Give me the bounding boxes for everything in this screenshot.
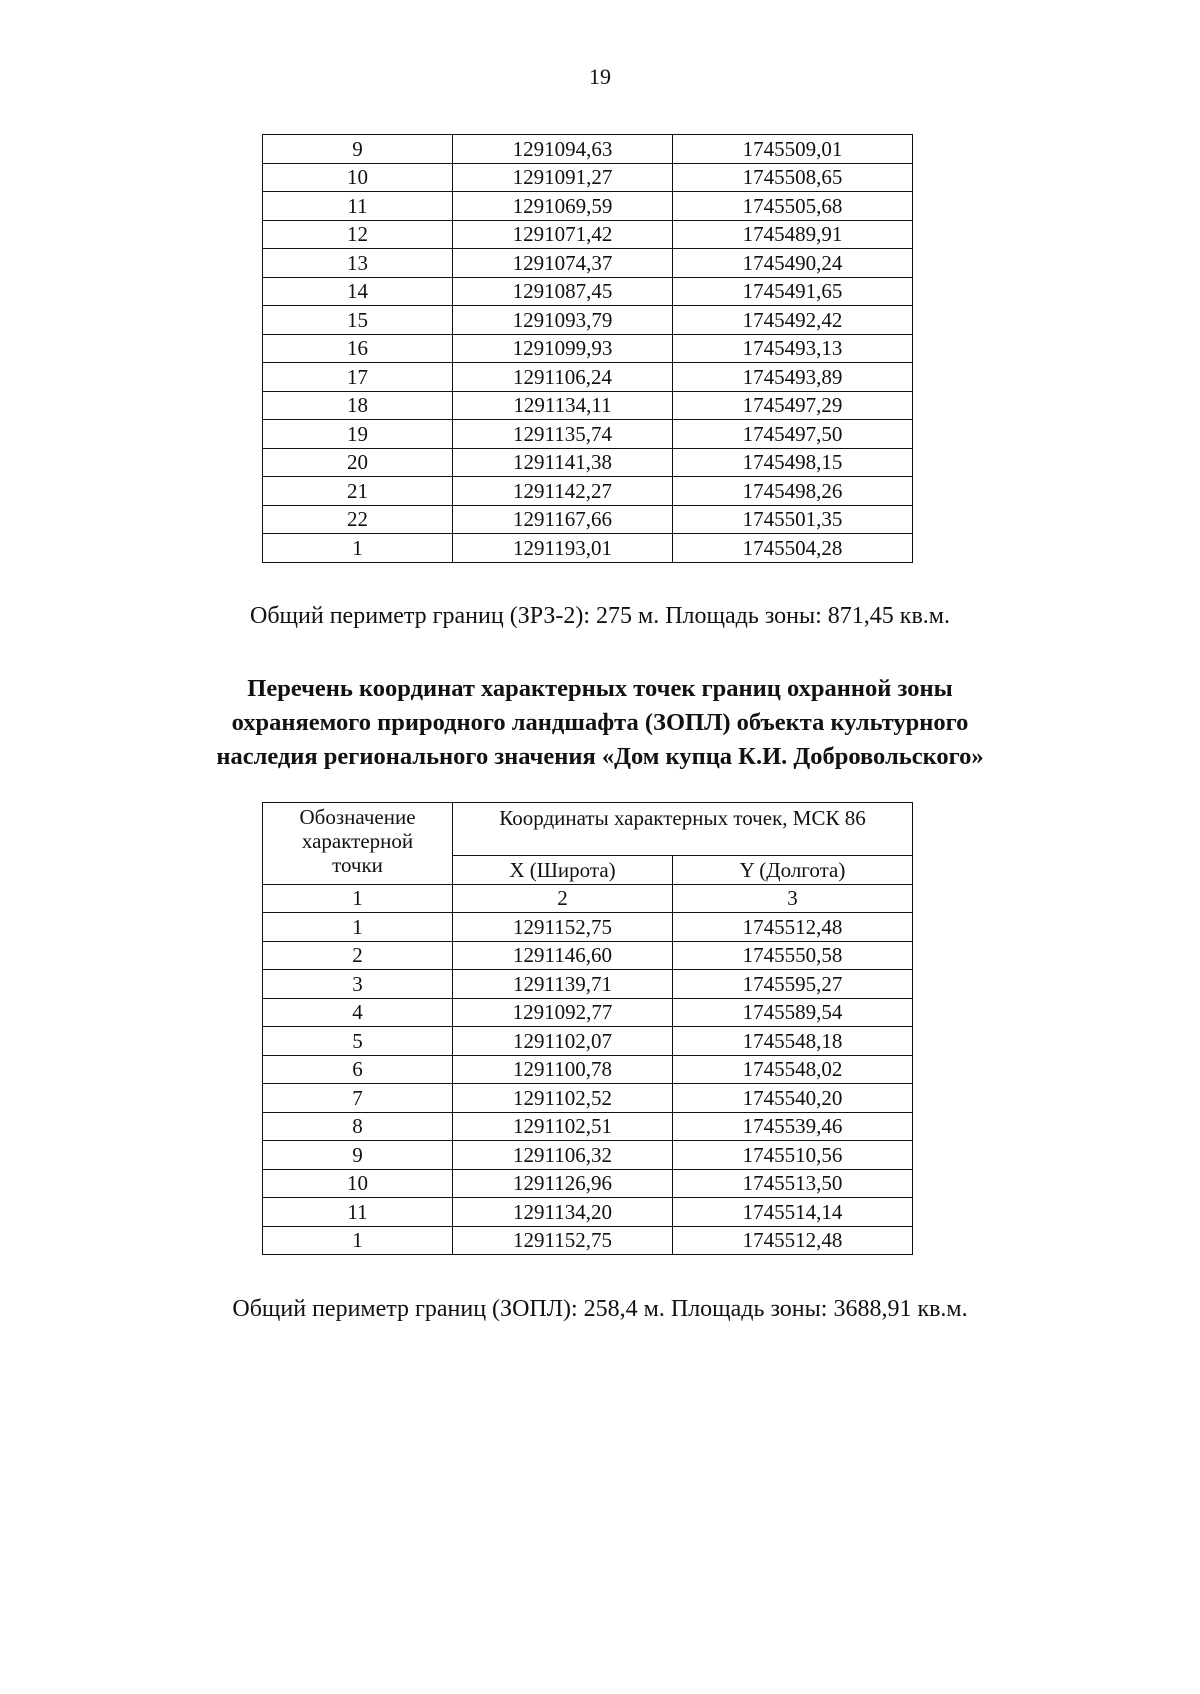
cell-y: 1745508,65: [673, 163, 913, 192]
cell-x: 1291139,71: [453, 970, 673, 999]
cell-point: 19: [263, 420, 453, 449]
header-text: Обозначение: [299, 805, 416, 829]
cell-point: 10: [263, 163, 453, 192]
cell-point: 2: [263, 941, 453, 970]
cell-y: 1745493,89: [673, 363, 913, 392]
column-number: 1: [263, 884, 453, 913]
table-row: [263, 1055, 913, 1084]
cell-x: 1291193,01: [453, 534, 673, 563]
table-row: [263, 192, 913, 221]
cell-y: 1745504,28: [673, 534, 913, 563]
table-row: [263, 1169, 913, 1198]
cell-y: 1745510,56: [673, 1141, 913, 1170]
table-row: [263, 334, 913, 363]
cell-x: 1291094,63: [453, 135, 673, 164]
cell-point: 17: [263, 363, 453, 392]
cell-x: 1291167,66: [453, 505, 673, 534]
cell-y: 1745540,20: [673, 1084, 913, 1113]
table-row: [263, 913, 913, 942]
cell-x: 1291102,52: [453, 1084, 673, 1113]
cell-point: 9: [263, 1141, 453, 1170]
table-row: [263, 1027, 913, 1056]
table-header-row: [263, 803, 913, 856]
header-text: характерной: [301, 829, 414, 853]
table-row: [263, 505, 913, 534]
cell-point: 4: [263, 998, 453, 1027]
cell-point: 20: [263, 448, 453, 477]
cell-point: 7: [263, 1084, 453, 1113]
table-row: [263, 163, 913, 192]
cell-y: 1745512,48: [673, 913, 913, 942]
cell-x: 1291135,74: [453, 420, 673, 449]
cell-point: 1: [263, 534, 453, 563]
table-row: [263, 277, 913, 306]
cell-point: 10: [263, 1169, 453, 1198]
heading-line: Перечень координат характерных точек границ охранной зоны: [247, 675, 953, 702]
cell-y: 1745497,50: [673, 420, 913, 449]
coordinates-table-zopl: [262, 802, 913, 1255]
header-x: X (Широта): [453, 856, 673, 885]
cell-point: 18: [263, 391, 453, 420]
cell-y: 1745512,48: [673, 1226, 913, 1255]
cell-point: 1: [263, 1226, 453, 1255]
cell-y: 1745501,35: [673, 505, 913, 534]
cell-point: 5: [263, 1027, 453, 1056]
cell-point: 8: [263, 1112, 453, 1141]
table-row: [263, 1112, 913, 1141]
cell-y: 1745595,27: [673, 970, 913, 999]
cell-y: 1745589,54: [673, 998, 913, 1027]
header-point-designation: [263, 803, 453, 885]
cell-point: 11: [263, 1198, 453, 1227]
cell-point: 3: [263, 970, 453, 999]
cell-point: 22: [263, 505, 453, 534]
table-row: [263, 1084, 913, 1113]
cell-point: 14: [263, 277, 453, 306]
cell-y: 1745548,18: [673, 1027, 913, 1056]
cell-x: 1291102,07: [453, 1027, 673, 1056]
cell-point: 12: [263, 220, 453, 249]
table-row: [263, 249, 913, 278]
heading-line: наследия регионального значения «Дом купца К.И. Добровольского»: [216, 743, 984, 770]
cell-point: 9: [263, 135, 453, 164]
cell-x: 1291071,42: [453, 220, 673, 249]
table-row: [263, 1198, 913, 1227]
cell-y: 1745514,14: [673, 1198, 913, 1227]
cell-x: 1291087,45: [453, 277, 673, 306]
table-row: [263, 998, 913, 1027]
table-row: [263, 363, 913, 392]
cell-y: 1745493,13: [673, 334, 913, 363]
table-row: [263, 1226, 913, 1255]
table-row: [263, 970, 913, 999]
cell-x: 1291141,38: [453, 448, 673, 477]
cell-y: 1745509,01: [673, 135, 913, 164]
header-y: Y (Долгота): [673, 856, 913, 885]
table-row: [263, 220, 913, 249]
cell-point: 13: [263, 249, 453, 278]
table-row: [263, 1141, 913, 1170]
header-text: точки: [332, 853, 383, 877]
table-row: [263, 448, 913, 477]
cell-y: 1745491,65: [673, 277, 913, 306]
cell-x: 1291126,96: [453, 1169, 673, 1198]
cell-y: 1745513,50: [673, 1169, 913, 1198]
cell-x: 1291142,27: [453, 477, 673, 506]
cell-x: 1291074,37: [453, 249, 673, 278]
column-number-row: [263, 884, 913, 913]
cell-point: 21: [263, 477, 453, 506]
table-body: [263, 913, 913, 1255]
table-row: [263, 534, 913, 563]
cell-y: 1745490,24: [673, 249, 913, 278]
cell-x: 1291102,51: [453, 1112, 673, 1141]
heading-line: охраняемого природного ландшафта (ЗОПЛ) объекта культурного: [231, 709, 969, 736]
cell-x: 1291134,11: [453, 391, 673, 420]
cell-y: 1745498,26: [673, 477, 913, 506]
cell-x: 1291099,93: [453, 334, 673, 363]
cell-x: 1291152,75: [453, 913, 673, 942]
header-coordinates: Координаты характерных точек, МСК 86: [453, 803, 913, 856]
cell-x: 1291134,20: [453, 1198, 673, 1227]
table-row: [263, 135, 913, 164]
column-number: 2: [453, 884, 673, 913]
cell-y: 1745539,46: [673, 1112, 913, 1141]
perimeter-summary-zrz2: Общий периметр границ (ЗРЗ-2): 275 м. Площадь зоны: 871,45 кв.м.: [250, 603, 950, 629]
table-row: [263, 391, 913, 420]
column-number: 3: [673, 884, 913, 913]
cell-point: 15: [263, 306, 453, 335]
cell-x: 1291069,59: [453, 192, 673, 221]
perimeter-summary-zopl: Общий периметр границ (ЗОПЛ): 258,4 м. Площадь зоны: 3688,91 кв.м.: [232, 1296, 968, 1322]
cell-x: 1291100,78: [453, 1055, 673, 1084]
cell-point: 11: [263, 192, 453, 221]
cell-x: 1291146,60: [453, 941, 673, 970]
table-row: [263, 420, 913, 449]
table-row: [263, 941, 913, 970]
section-heading: [100, 672, 1100, 774]
cell-x: 1291106,32: [453, 1141, 673, 1170]
cell-y: 1745505,68: [673, 192, 913, 221]
cell-point: 1: [263, 913, 453, 942]
page-number: 19: [589, 64, 611, 89]
table-body: [263, 135, 913, 563]
cell-x: 1291092,77: [453, 998, 673, 1027]
cell-y: 1745492,42: [673, 306, 913, 335]
cell-y: 1745489,91: [673, 220, 913, 249]
table-row: [263, 477, 913, 506]
cell-y: 1745548,02: [673, 1055, 913, 1084]
cell-point: 6: [263, 1055, 453, 1084]
cell-x: 1291152,75: [453, 1226, 673, 1255]
cell-point: 16: [263, 334, 453, 363]
cell-y: 1745550,58: [673, 941, 913, 970]
cell-x: 1291091,27: [453, 163, 673, 192]
table-row: [263, 306, 913, 335]
cell-x: 1291106,24: [453, 363, 673, 392]
cell-y: 1745497,29: [673, 391, 913, 420]
coordinates-table-zrz2: [262, 134, 913, 563]
cell-y: 1745498,15: [673, 448, 913, 477]
cell-x: 1291093,79: [453, 306, 673, 335]
